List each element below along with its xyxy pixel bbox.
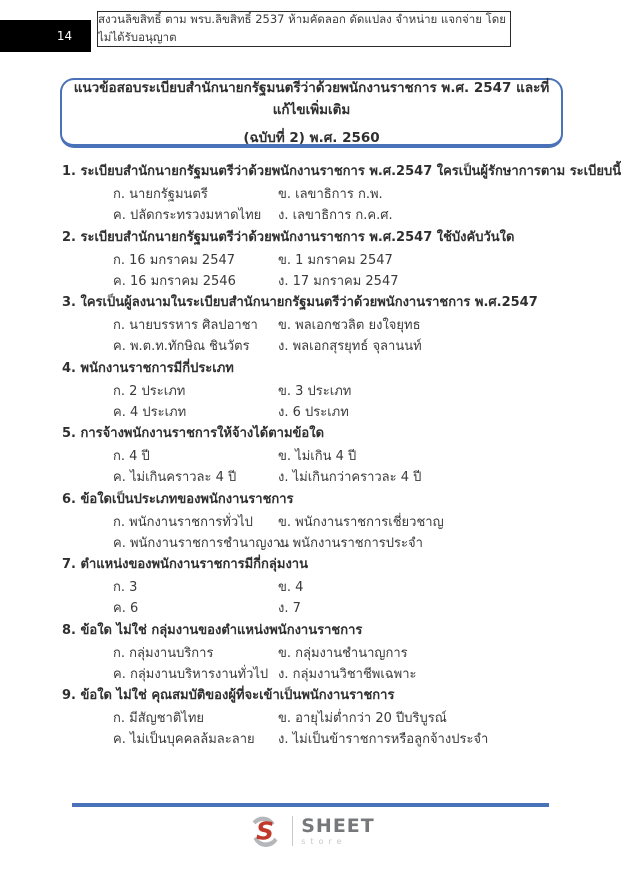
option-b: ข. พลเอกชวลิต ยงใจยุทธ (278, 318, 421, 333)
option-c: ค. พ.ต.ท.ทักษิณ ชินวัตร (113, 339, 250, 355)
option-c: ค. 16 มกราคม 2546 (113, 273, 236, 289)
option-row (62, 532, 562, 553)
logo-text (301, 814, 375, 846)
option-d: ง. พลเอกสุรยุทธ์ จุลานนท์ (278, 339, 422, 355)
option-row (62, 249, 562, 270)
option-d: ง. 6 ประเภท (278, 404, 349, 420)
option-b: ข. พนักงานราชการเชี่ยวชาญ (278, 514, 444, 530)
option-row (62, 204, 562, 225)
question-text: การจ้างพนักงานราชการให้จ้างได้ตามข้อใด (80, 426, 325, 441)
option-d: ง. 17 มกราคม 2547 (278, 273, 399, 289)
option-c: ค. 6 (113, 601, 139, 617)
question-number: 5. (62, 426, 76, 441)
question-text: ระเบียบสำนักนายกรัฐมนตรีว่าด้วยพนักงานราชการ พ.ศ.2547 ใช้บังคับวันใด (80, 229, 515, 245)
page-number-box (0, 20, 91, 52)
option-c: ค. พนักงานราชการชำนาญงาน (113, 535, 290, 551)
option-a: ก. พนักงานราชการทั่วไป (113, 514, 253, 530)
question-title (62, 488, 562, 511)
question-text: ใครเป็นผู้ลงนามในระเบียบสำนักนายกรัฐมนตรีว่าด้วยพนักงานราชการ พ.ศ.2547 (80, 295, 538, 310)
option-row (62, 270, 562, 291)
copyright-notice-box (97, 11, 511, 47)
question-block (62, 357, 562, 423)
option-d: ง. ไม่เกินกว่าคราวละ 4 ปี (278, 470, 422, 486)
logo-divider (292, 816, 293, 846)
option-d: ง. พนักงานราชการประจำ (278, 535, 423, 551)
option-row (62, 576, 562, 597)
question-number: 4. (62, 360, 76, 376)
option-a: ก. กลุ่มงานบริการ (113, 645, 214, 661)
option-row (62, 183, 562, 204)
option-a: ก. 3 (113, 580, 138, 595)
question-list (62, 160, 621, 750)
question-block (62, 422, 562, 488)
exam-title-box (60, 78, 563, 148)
question-text: ข้อใด ไม่ใช่ คุณสมบัติของผู้ที่จะเข้าเป็นพนักงานราชการ (80, 688, 395, 703)
option-a: ก. 2 ประเภท (113, 383, 186, 399)
question-number: 9. (62, 688, 76, 703)
exam-title-line1: แนวข้อสอบระเบียบสำนักนายกรัฐมนตรีว่าด้วยพนักงานราชการ พ.ศ. 2547 และที่แก้ไขเพิ่มเติม (73, 80, 550, 118)
option-row (62, 663, 562, 684)
question-title (62, 422, 562, 445)
question-title (62, 160, 621, 183)
question-number: 3. (62, 295, 76, 310)
svg-text:S: S (256, 816, 275, 846)
question-number: 6. (62, 491, 76, 507)
option-row (62, 728, 562, 749)
option-b: ข. เลขาธิการ ก.พ. (278, 187, 383, 202)
option-row (62, 642, 562, 663)
question-block (62, 226, 562, 292)
option-a: ก. นายกรัฐมนตรี (113, 187, 208, 202)
question-block (62, 160, 621, 226)
question-block (62, 291, 562, 357)
option-b: ข. ไม่เกิน 4 ปี (278, 449, 357, 464)
question-text: ตำแหน่งของพนักงานราชการมีกี่กลุ่มงาน (80, 557, 308, 572)
question-number: 2. (62, 229, 76, 245)
option-row (62, 511, 562, 532)
question-title (62, 553, 562, 576)
question-title (62, 619, 562, 642)
question-number: 7. (62, 557, 76, 572)
question-title (62, 357, 562, 380)
option-row (62, 466, 562, 487)
option-b: ข. อายุไม่ต่ำกว่า 20 ปีบริบูรณ์ (278, 711, 447, 726)
option-d: ง. ไม่เป็นข้าราชการหรือลูกจ้างประจำ (278, 732, 489, 748)
question-title (62, 291, 562, 314)
question-text: ข้อใดเป็นประเภทของพนักงานราชการ (80, 491, 294, 507)
question-block (62, 553, 562, 619)
page-number: 14 (56, 29, 73, 43)
option-d: ง. 7 (278, 601, 301, 617)
option-row (62, 380, 562, 401)
footer-divider-line (72, 803, 549, 807)
copyright-text: สงวนลิขสิทธิ์ ตาม พรบ.ลิขสิทธิ์ 2537 ห้ามคัดลอก ดัดแปลง จำหน่าย แจกจ่าย โดยไม่ได้รับอนุญาต (98, 12, 507, 44)
exam-title-line2: (ฉบับที่ 2) พ.ศ. 2560 (243, 130, 380, 146)
logo-brand-name: SHEET (301, 814, 375, 837)
option-c: ค. ไม่เกินคราวละ 4 ปี (113, 470, 237, 486)
question-text: ระเบียบสำนักนายกรัฐมนตรีว่าด้วยพนักงานราชการ พ.ศ.2547 ใครเป็นผู้รักษาการตาม ระเบียบนี้ (80, 164, 621, 179)
option-c: ค. กลุ่มงานบริหารงานทั่วไป (113, 666, 269, 682)
option-b: ข. 1 มกราคม 2547 (278, 252, 393, 268)
option-b: ข. กลุ่มงานชำนาญการ (278, 645, 408, 661)
option-d: ง. เลขาธิการ ก.ค.ศ. (278, 208, 393, 224)
question-number: 8. (62, 622, 76, 638)
option-row (62, 401, 562, 422)
option-c: ค. ปลัดกระทรวงมหาดไทย (113, 208, 262, 224)
option-a: ก. 16 มกราคม 2547 (113, 252, 236, 268)
logo-brand-subtitle: store (301, 836, 347, 846)
option-a: ก. 4 ปี (113, 449, 150, 464)
option-d: ง. กลุ่มงานวิชาชีพเฉพาะ (278, 666, 417, 682)
option-b: ข. 4 (278, 580, 304, 595)
question-text: ข้อใด ไม่ใช่ กลุ่มงานของตำแหน่งพนักงานราชการ (80, 622, 363, 638)
option-a: ก. มีสัญชาติไทย (113, 711, 205, 726)
option-c: ค. 4 ประเภท (113, 404, 187, 420)
sheet-store-logo-icon (246, 812, 284, 850)
option-c: ค. ไม่เป็นบุคคลล้มละลาย (113, 732, 255, 748)
option-a: ก. นายบรรหาร ศิลปอาชา (113, 318, 258, 333)
option-b: ข. 3 ประเภท (278, 383, 352, 399)
question-number: 1. (62, 164, 76, 179)
footer-logo (0, 812, 621, 850)
option-row (62, 335, 562, 356)
option-row (62, 314, 562, 335)
question-block (62, 619, 562, 685)
question-text: พนักงานราชการมีกี่ประเภท (80, 360, 234, 376)
question-block (62, 684, 562, 750)
option-row (62, 707, 562, 728)
question-block (62, 488, 562, 554)
question-title (62, 226, 562, 249)
option-row (62, 597, 562, 618)
question-title (62, 684, 562, 707)
option-row (62, 445, 562, 466)
